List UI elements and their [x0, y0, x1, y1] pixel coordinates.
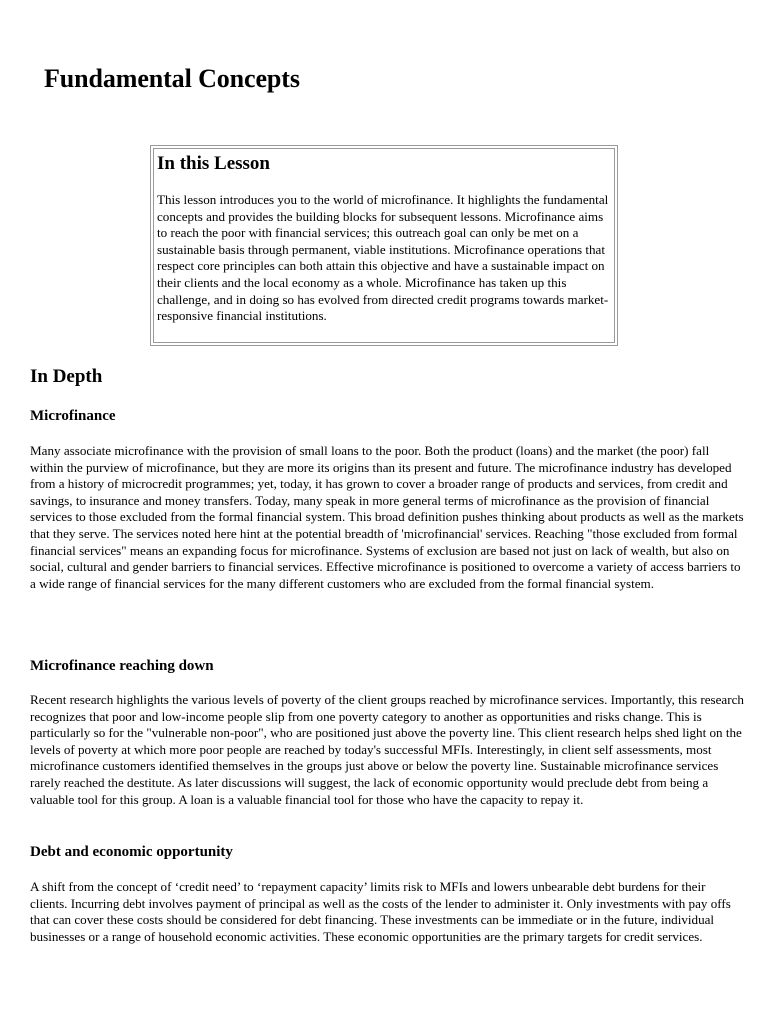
- lesson-text: This lesson introduces you to the world of microfinance. It highlights the fundamental concepts and provides the building blocks for subsequent lessons. Microfinance aims to reach the poor with financial services; this outreach goal can only be met on a sustainable basis through permanent, viable institutions. Microfinance operations that respect core principles can both attain this objective and have a sustainable impact on their clients and the local economy as a whole. Microfinance has taken up this challenge, and in doing so has evolved from directed credit programs towards market-responsive financial institutions.: [157, 192, 609, 324]
- section-heading-microfinance: Microfinance: [30, 408, 116, 424]
- lesson-summary-box: [150, 145, 618, 346]
- section-text-reaching-down: Recent research highlights the various levels of poverty of the client groups reached by microfinance services. Importantly, this research recognizes that poor and low-income people slip from one poverty category to another as opportunities and risks change. This is particularly so for the "vulnerable non-poor", who are positioned just above the poverty line. This client research helps shed light on the levels of poverty at which more poor people are reached by today's successful MFIs. Interestingly, in client self assessments, most microfinance customers identified themselves in the groups just above or below the poverty line. Sustainable microfinance services rarely reached the destitute. As later discussions will suggest, the lack of economic opportunity would preclude debt from being a valuable tool for this group. A loan is a valuable financial tool for those who have the capacity to repay it.: [30, 692, 744, 807]
- section-text-debt: A shift from the concept of ‘credit need’ to ‘repayment capacity’ limits risk to MFIs and lowers unbearable debt burdens for their clients. Incurring debt involves payment of principal as well as the costs of the lender to administer it. Only investments with pay offs that can cover these costs should be considered for debt financing. These investments can be immediate or in the future, individual businesses or a range of household economic activities. These economic opportunities are the primary targets for credit services.: [30, 879, 731, 944]
- section-text-microfinance: Many associate microfinance with the provision of small loans to the poor. Both the product (loans) and the market (the poor) fall within the purview of microfinance, but they are more its origins than its present and future. The microfinance industry has developed from a history of microcredit programmes; yet, today, it has grown to cover a broader range of products and services, from credit and savings, to insurance and money transfers. Today, many speak in more general terms of microfinance as the provision of financial services to those excluded from the formal financial system. This broad definition pushes thinking about products as well as the markets that they serve. The services noted here hint at the potential breadth of 'microfinancial' services. Reaching "those excluded from formal financial services" means an expanding focus for microfinance. Systems of exclusion are based not just on lack of wealth, but also on social, cultural and gender barriers to financial services. Effective microfinance is positioned to overcome a variety of access barriers to a wide range of financial services for the many different customers who are excluded from the formal financial system.: [30, 443, 744, 591]
- page-title: Fundamental Concepts: [44, 64, 300, 93]
- section-heading-debt: Debt and economic opportunity: [30, 844, 233, 860]
- lesson-summary-inner: [153, 148, 615, 343]
- section-heading-reaching-down: Microfinance reaching down: [30, 658, 214, 674]
- in-depth-heading: In Depth: [30, 366, 103, 387]
- lesson-heading: In this Lesson: [157, 153, 270, 174]
